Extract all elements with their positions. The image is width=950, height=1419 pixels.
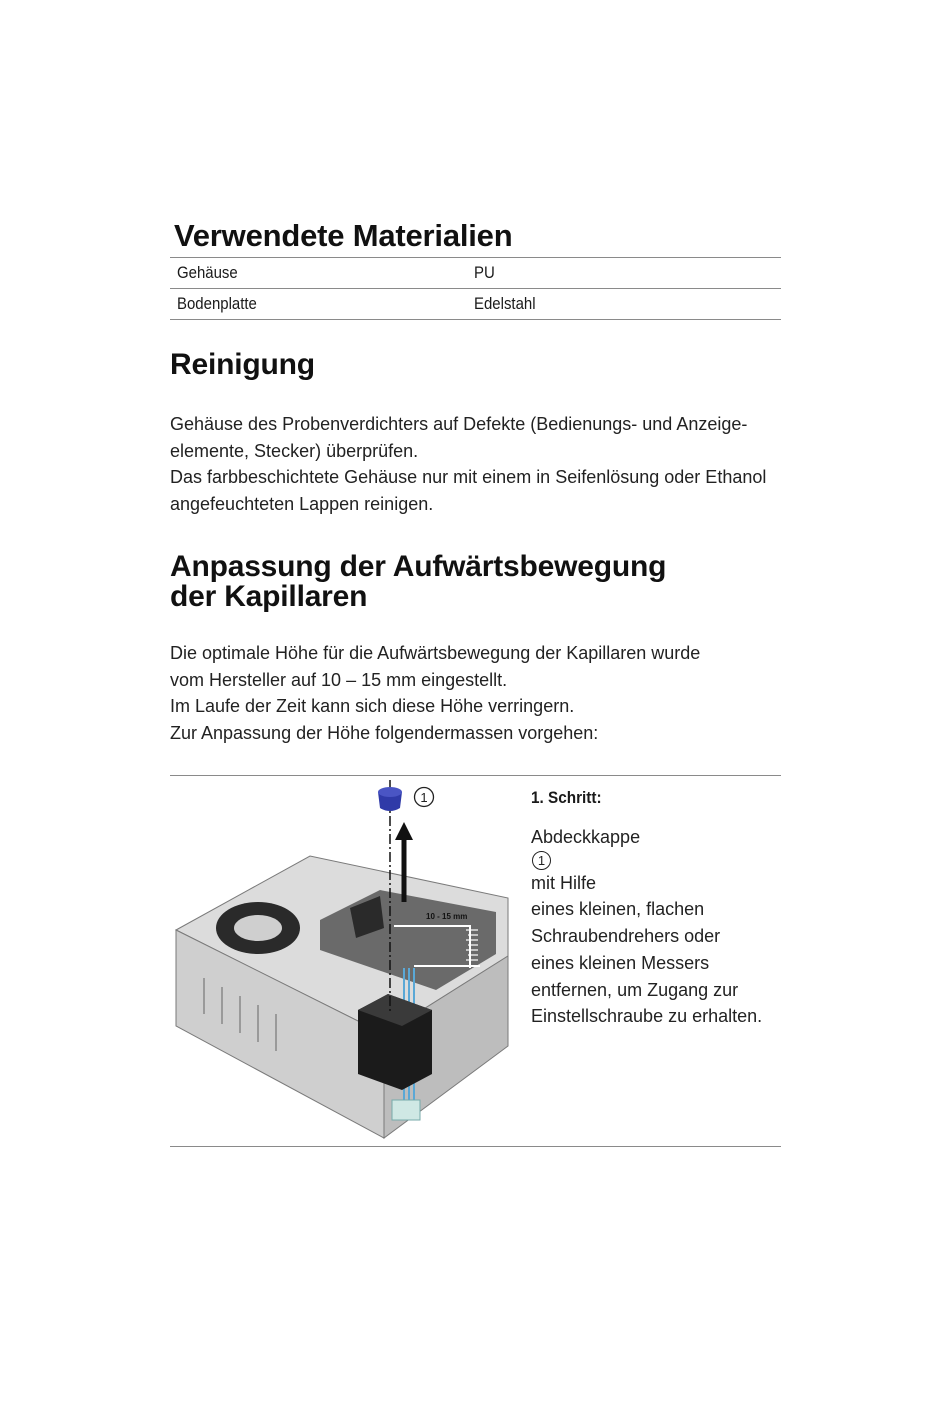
cap-top [378, 787, 402, 797]
materials-heading: Verwendete Materialien [174, 218, 513, 253]
cleaning-paragraph [170, 411, 790, 518]
text-line: Das farbbeschichtete Gehäuse nur mit einem in Seifenlösung oder Ethanol [170, 467, 767, 488]
text-line: vom Hersteller auf 10 – 15 mm eingestellt. [170, 669, 508, 690]
text-line: angefeuchteten Lappen reinigen. [170, 494, 434, 515]
step-description [531, 824, 781, 1030]
divider [170, 775, 781, 776]
material-part-cell: Gehäuse [170, 258, 467, 289]
text-line: Abdeckkappe 1 mit Hilfe [531, 827, 641, 893]
callout-number: 1 [420, 790, 428, 805]
text-line: Im Laufe der Zeit kann sich diese Höhe verringern. [170, 696, 575, 717]
text-line: Schraubendrehers oder [531, 926, 721, 947]
cleaning-heading: Reinigung [170, 348, 315, 381]
text-line: Gehäuse des Probenverdichters auf Defekte (Bedienungs- und Anzeige- [170, 414, 748, 434]
device-illustration [170, 778, 515, 1146]
ring-hole [234, 915, 282, 941]
table-row [170, 258, 781, 289]
adjustment-paragraph [170, 640, 790, 747]
text-line: Einstellschraube zu erhalten. [531, 1006, 763, 1027]
step-title: 1. Schritt: [531, 788, 602, 807]
material-value-cell: Edelstahl [467, 289, 781, 320]
divider [170, 1146, 781, 1147]
text-line: Zur Anpassung der Höhe folgendermassen vorgehen: [170, 723, 599, 744]
text-line: eines kleinen, flachen [531, 899, 705, 920]
connector [392, 1100, 420, 1120]
text-line: entfernen, um Zugang zur [531, 979, 739, 1000]
materials-table [170, 257, 781, 320]
dimension-label: 10 - 15 mm [426, 912, 468, 921]
text-line: elemente, Stecker) überprüfen. [170, 440, 419, 461]
up-arrow-icon [395, 822, 413, 840]
adjustment-heading: Anpassung der Aufwärtsbewegung der Kapillaren [170, 550, 667, 613]
text-line: Die optimale Höhe für die Aufwärtsbewegung der Kapillaren wurde [170, 643, 701, 663]
table-row [170, 289, 781, 320]
material-part-cell: Bodenplatte [170, 289, 467, 320]
callout-marker: 1 [532, 851, 551, 870]
text-line: eines kleinen Messers [531, 952, 710, 973]
material-value-cell: PU [467, 258, 781, 289]
